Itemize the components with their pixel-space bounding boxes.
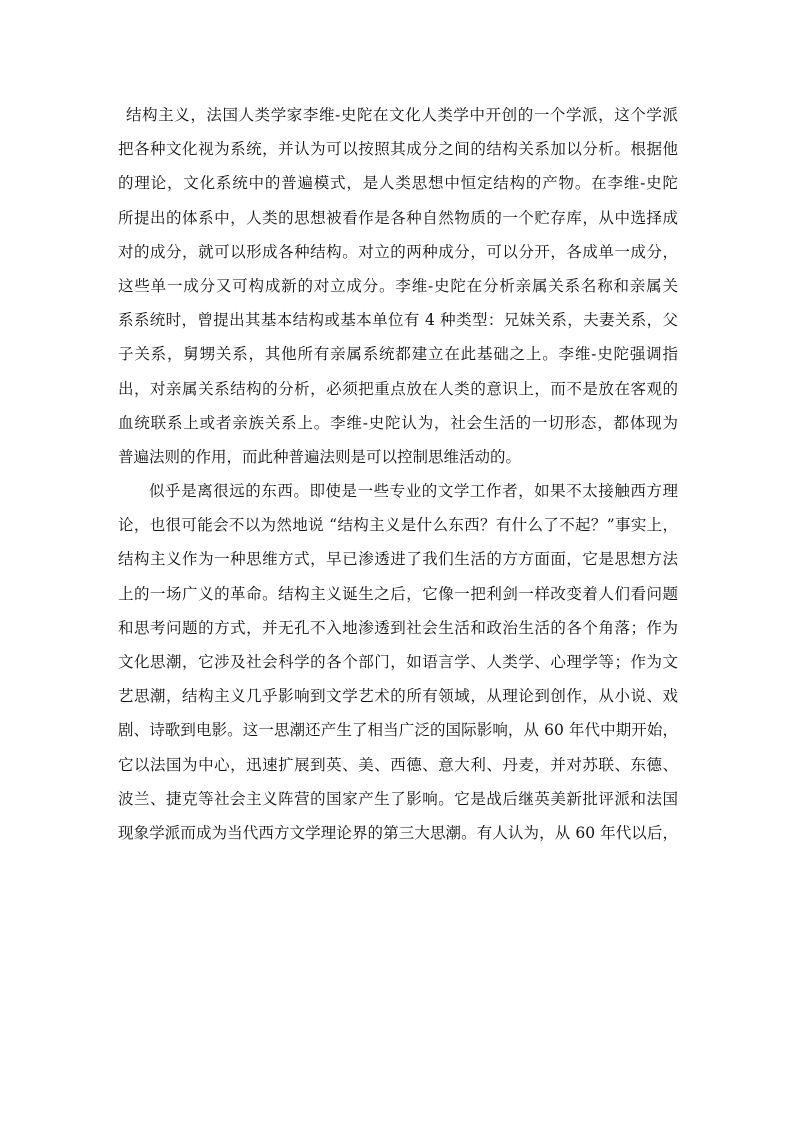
text-line: 艺思潮，结构主义几乎影响到文学艺术的所有领域，从理论到创作，从小说、戏 <box>118 687 678 706</box>
paragraph-structuralism-definition <box>118 98 678 474</box>
text-line: 结构主义，法国人类学家李维-史陀在文化人类学中开创的一个学派，这个学派 <box>126 106 678 124</box>
text-line: 血统联系上或者亲族关系上。李维-史陀认为，社会生活的一切形态，都体现为 <box>118 413 678 432</box>
text-line: 上的一场广义的革命。结构主义诞生之后，它像一把利剑一样改变着人们看问题 <box>118 584 678 603</box>
text-line: 似乎是离很远的东西。即使是一些专业的文学工作者，如果不太接触西方理 <box>149 482 678 501</box>
text-line: 和思考问题的方式，并无孔不入地渗透到社会生活和政治生活的各个角落；作为 <box>118 618 678 637</box>
paragraph-structuralism-influence <box>118 474 678 850</box>
text-line: 它以法国为中心，迅速扩展到英、美、西德、意大利、丹麦，并对苏联、东德、 <box>118 755 678 774</box>
text-line: 论，也很可能会不以为然地说 “结构主义是什么东西？有什么了不起？”事实上， <box>118 516 678 535</box>
text-line: 出，对亲属关系结构的分析，必须把重点放在人类的意识上，而不是放在客观的 <box>118 379 678 398</box>
text-line: 系系统时，曾提出其基本结构或基本单位有 4 种类型：兄妹关系，夫妻关系，父 <box>118 311 678 330</box>
text-line: 现象学派而成为当代西方文学理论界的第三大思潮。有人认为，从 60 年代以后， <box>118 823 678 842</box>
text-line: 的理论，文化系统中的普遍模式，是人类思想中恒定结构的产物。在李维-史陀 <box>118 174 678 193</box>
text-line: 这些单一成分又可构成新的对立成分。李维-史陀在分析亲属关系名称和亲属关 <box>118 276 678 295</box>
text-line: 结构主义作为一种思维方式，早已渗透进了我们生活的方方面面，它是思想方法 <box>118 550 678 569</box>
text-line: 对的成分，就可以形成各种结构。对立的两种成分，可以分开，各成单一成分， <box>118 242 678 261</box>
text-line: 所提出的体系中，人类的思想被看作是各种自然物质的一个贮存库，从中选择成 <box>118 208 678 227</box>
text-line: 波兰、捷克等社会主义阵营的国家产生了影响。它是战后继英美新批评派和法国 <box>118 789 678 808</box>
text-line: 把各种文化视为系统，并认为可以按照其成分之间的结构关系加以分析。根据他 <box>118 140 678 159</box>
document-body <box>118 98 678 850</box>
text-line: 子关系，舅甥关系，其他所有亲属系统都建立在此基础之上。李维-史陀强调指 <box>118 345 678 364</box>
text-line: 普遍法则的作用，而此种普遍法则是可以控制思维活动的。 <box>118 447 522 466</box>
text-line: 文化思潮，它涉及社会科学的各个部门，如语言学、人类学、心理学等；作为文 <box>118 653 678 671</box>
text-line: 剧、诗歌到电影。这一思潮还产生了相当广泛的国际影响，从 60 年代中期开始， <box>118 721 678 740</box>
